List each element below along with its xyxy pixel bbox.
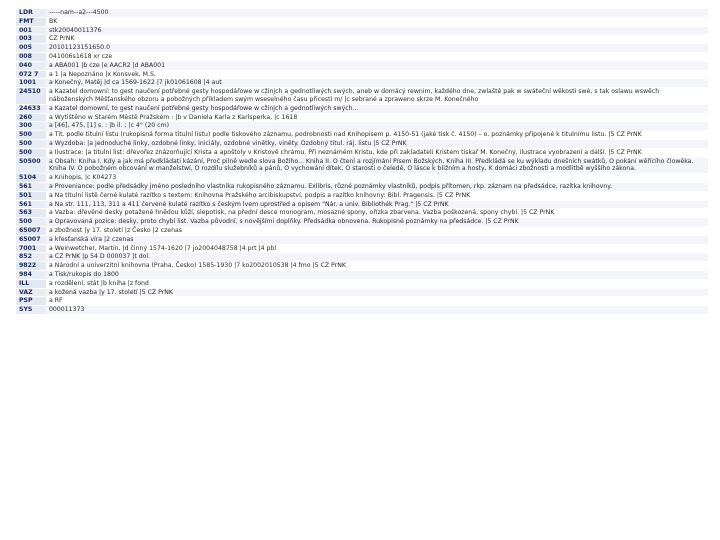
field-value: a Knihopis, |c K04273	[46, 174, 708, 182]
field-tag: SYS	[16, 306, 46, 314]
field-value: a Ilustrace: |a titulní list: dřevořez znázorňující Krista a apoštoly v Kristově chrámu. Při neznámém Kristu, kde při zakladateli Kristem tiskař M. Konečný, ilustrace vyobrazení a další. |5 CZ PrNK	[46, 149, 708, 157]
marc-record	[16, 8, 708, 315]
marc-field-row	[16, 105, 708, 113]
field-value: a kožená vazba |y 17. století |5 CZ PrNK	[46, 289, 708, 297]
marc-field-row	[16, 44, 708, 52]
field-value: 000011373	[46, 306, 708, 314]
field-value: a Na str. 111, 113, 311 a 411 červené kulaté razítko s českým lvem uprostřed a opisem "Nár. a univ. Bibliothék Prag." |5 CZ PrNK	[46, 201, 708, 209]
field-tag: 003	[16, 35, 46, 43]
marc-field-row	[16, 71, 708, 79]
field-tag: 50500	[16, 158, 46, 174]
marc-fields-body	[16, 9, 708, 314]
field-tag: 005	[16, 44, 46, 52]
field-value: a Tit. podle titulní listu (rukopisná forma titulní listu) podle tiskového záznamu, podrobnosti nad Knihopisem p. 4150-51 (jaké tisk č. 4150) – o. poznámky připojené k titulnímu listu. |5 CZ PrNK	[46, 131, 708, 139]
field-value: a Kazatel domowní: to gest naučení potřebné gesty hospodářowe w cžinjch a gednotliwých swých, aneb w domácý rewnim, každého dne, zwlaště pak w swáteční wěkosti swé, s tak oslawu wswěch náboženských Měšťanského obzoru a pobožných příkladem swým wseselného času přicestí m/ |c sebrané a zpraweno skrze M. Konečného	[46, 88, 708, 104]
field-tag: 65007	[16, 236, 46, 244]
field-tag: 260	[16, 114, 46, 122]
field-tag: 852	[16, 253, 46, 261]
field-tag: PSP	[16, 297, 46, 305]
field-value: a [46], 475, [1] s. : |b il. ; |c 4° (20 cm)	[46, 122, 708, 130]
marc-field-row	[16, 149, 708, 157]
marc-field-row	[16, 289, 708, 297]
field-tag: 001	[16, 27, 46, 35]
marc-field-row	[16, 9, 708, 17]
marc-field-row	[16, 174, 708, 182]
marc-field-row	[16, 114, 708, 122]
field-tag: 984	[16, 271, 46, 279]
field-value: a Obsah: Kniha I. Kdy a jak má předkládati kázání, Proč pilně wedle slova Božího... Kniha II. O čtení a rozjímání Písem Božských, Kniha III. Předkládá se ku wýkladu dnešních swátků, O pokání wěřícího člowěka. Kniha IV. O pobožném obcování w manželstwí, O rozdílu služebníků a pánů, O vychowání dítek, O starosti o čeledě, O lásce k bližním a hosty, K domáci zbožnosti a modlitbě wyššího zákona.	[46, 158, 708, 174]
field-tag: 65007	[16, 227, 46, 235]
marc-field-row	[16, 192, 708, 200]
marc-field-row	[16, 236, 708, 244]
field-tag: 501	[16, 192, 46, 200]
field-value: a Weinwetcher, Martin, |d činný 1574-1620 |7 jo2004048758 |4 prt |4 pbl	[46, 245, 708, 253]
field-tag: 561	[16, 201, 46, 209]
field-value: a zbožnost |y 17. století |z Česko |2 czenas	[46, 227, 708, 235]
marc-field-row	[16, 53, 708, 61]
field-value: a ABA001 |b cze |e AACR2 |d ABA001	[46, 62, 708, 70]
field-value: a RF	[46, 297, 708, 305]
field-tag: 5104	[16, 174, 46, 182]
marc-field-row	[16, 280, 708, 288]
marc-field-row	[16, 201, 708, 209]
field-value: a Proveniance: podle předsádky jméno posledního vlastníka rukopisného záznamu. Exlibris, různé poznámky vlastníků, podpis přítomen, rkp. záznam na předsádce, razítka knihovny.	[46, 183, 708, 191]
field-value: a rozdělení, stát |b kniha |z fond	[46, 280, 708, 288]
marc-field-row	[16, 253, 708, 261]
marc-field-row	[16, 62, 708, 70]
marc-field-row	[16, 262, 708, 270]
marc-field-row	[16, 35, 708, 43]
marc-field-row	[16, 297, 708, 305]
marc-field-row	[16, 79, 708, 87]
marc-field-row	[16, 140, 708, 148]
field-value: BK	[46, 18, 708, 26]
field-value: a Národní a univerzitní knihovna (Praha, Česko) 1585-1930 |7 ko2002010538 |4 fmo |5 CZ PrNK	[46, 262, 708, 270]
marc-field-row	[16, 131, 708, 139]
field-tag: 500	[16, 218, 46, 226]
field-value: a křesťanská víra |2 czenas	[46, 236, 708, 244]
field-tag: 072 7	[16, 71, 46, 79]
field-value: a Tisk/rukopis do 1800	[46, 271, 708, 279]
field-tag: 040	[16, 62, 46, 70]
field-tag: 500	[16, 131, 46, 139]
field-value: a 1 |a Nepoznáno |x Konsvek, M.S.	[46, 71, 708, 79]
field-value: a Wyzdoba: |a jednoduché linky, ozdobné linky, iniciály, ozdobné vinětky, viněty. Ozdobný titul. ráj. listu |5 CZ PrNK	[46, 140, 708, 148]
field-value: a Na titulní listě černé kulaté razítko s textem: Knihovna Pražského arcibiskupství, podpis a razítko knihovny: Bibl. Pragensis. |5 CZ PrNK	[46, 192, 708, 200]
field-value: a Vazba: dřevěné desky potažené hnědou kůží, slepotisk, na přední desce monogram, mosazné spony, ořízka zbarvena. Vazba poškozená, spony chybí. |5 CZ PrNK	[46, 209, 708, 217]
field-value: stk20040011376	[46, 27, 708, 35]
marc-field-row	[16, 18, 708, 26]
field-tag: 500	[16, 140, 46, 148]
field-tag: 9822	[16, 262, 46, 270]
marc-fields-table	[16, 8, 708, 315]
field-tag: 500	[16, 149, 46, 157]
field-tag: FMT	[16, 18, 46, 26]
marc-field-row	[16, 271, 708, 279]
marc-field-row	[16, 209, 708, 217]
field-tag: 24633	[16, 105, 46, 113]
field-tag: 008	[16, 53, 46, 61]
field-tag: 561	[16, 183, 46, 191]
field-tag: ILL	[16, 280, 46, 288]
field-tag: 563	[16, 209, 46, 217]
marc-field-row	[16, 88, 708, 104]
field-value: a Kazatel domowní, to gest naučení potřebné gesty hospodářowe w cžinjch a gednotliwých swých...	[46, 105, 708, 113]
marc-field-row	[16, 183, 708, 191]
field-value: a Opravovaná pozice: desky, proto chybí list. Vazba původní, s novějšími doplňky. Předsádka obnovena. Rukopisné poznámky na předsádce. |5 CZ PrNK	[46, 218, 708, 226]
marc-field-row	[16, 245, 708, 253]
field-value: CZ PrNK	[46, 35, 708, 43]
marc-field-row	[16, 227, 708, 235]
field-value: 041006s1618 xr cze	[46, 53, 708, 61]
marc-field-row	[16, 122, 708, 130]
marc-field-row	[16, 218, 708, 226]
field-tag: 300	[16, 122, 46, 130]
field-value: a Wytištěno w Starém Městě Pražském : |b v Daniela Karla z Karlsperka, |c 1618	[46, 114, 708, 122]
marc-field-row	[16, 306, 708, 314]
field-value: -----nam--a2---4500	[46, 9, 708, 17]
marc-field-row	[16, 27, 708, 35]
field-value: 20101123151650.0	[46, 44, 708, 52]
field-tag: 1001	[16, 79, 46, 87]
field-tag: VAZ	[16, 289, 46, 297]
field-tag: 24510	[16, 88, 46, 104]
field-tag: LDR	[16, 9, 46, 17]
field-tag: 7001	[16, 245, 46, 253]
field-value: a Konečný, Matěj |d ca 1569-1622 |7 jk01061608 |4 aut	[46, 79, 708, 87]
marc-field-row	[16, 158, 708, 174]
field-value: a CZ PrNK |p 54 D 000037 |t dol.	[46, 253, 708, 261]
